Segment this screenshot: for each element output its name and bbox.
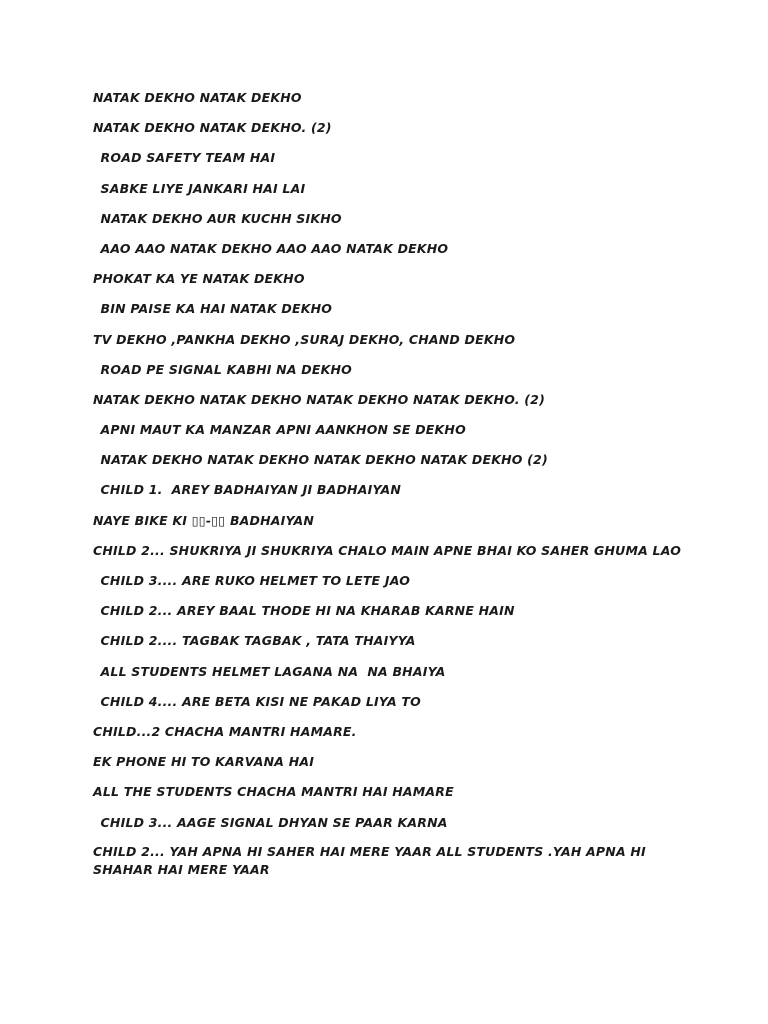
text-line: TV DEKHO ,PANKHA DEKHO ,SURAJ DEKHO, CHAND DEKHO xyxy=(93,331,516,347)
text-line: NATAK DEKHO NATAK DEKHO. (2) xyxy=(93,120,332,136)
text-line: PHOKAT KA YE NATAK DEKHO xyxy=(93,271,305,287)
text-line: AAO AAO NATAK DEKHO AAO AAO NATAK DEKHO xyxy=(96,240,449,256)
text-line: NATAK DEKHO NATAK DEKHO xyxy=(93,90,302,105)
text-line: ALL STUDENTS HELMET LAGANA NA NA BHAIYA xyxy=(96,663,446,679)
text-line: APNI MAUT KA MANZAR APNI AANKHON SE DEKHO xyxy=(96,422,466,438)
text-line: EK PHONE HI TO KARVANA HAI xyxy=(93,754,315,770)
text-line: NATAK DEKHO NATAK DEKHO NATAK DEKHO NATAK DEKHO (2) xyxy=(96,452,548,468)
text-line: CHILD 1. AREY BADHAIYAN JI BADHAIYAN xyxy=(96,482,402,498)
text-line: CHILD 2... SHUKRIYA JI SHUKRIYA CHALO MAIN APNE BHAI KO SAHER GHUMA LAO xyxy=(93,542,682,558)
text-line: NATAK DEKHO AUR KUCHH SIKHO xyxy=(96,210,342,226)
text-line: NAYE BIKE KI ▯▯-▯▯ BADHAIYAN xyxy=(93,512,315,528)
text-line: ROAD SAFETY TEAM HAI xyxy=(96,150,276,166)
text-line: CHILD 2.... TAGBAK TAGBAK , TATA THAIYYA xyxy=(96,633,416,649)
text-line: NATAK DEKHO NATAK DEKHO NATAK DEKHO NATAK DEKHO. (2) xyxy=(93,391,545,407)
text-line: CHILD 2... YAH APNA HI SAHER HAI MERE YAAR ALL STUDENTS .YAH APNA HI SHAHAR HAI MERE YAAR xyxy=(93,843,646,877)
text-line: BIN PAISE KA HAI NATAK DEKHO xyxy=(96,301,333,317)
text-line: SABKE LIYE JANKARI HAI LAI xyxy=(96,180,306,196)
text-line: CHILD 4.... ARE BETA KISI NE PAKAD LIYA TO xyxy=(96,693,421,709)
text-line: CHILD 3... AAGE SIGNAL DHYAN SE PAAR KARNA xyxy=(96,814,448,830)
text-line: ALL THE STUDENTS CHACHA MANTRI HAI HAMARE xyxy=(93,784,454,800)
text-line: CHILD 3.... ARE RUKO HELMET TO LETE JAO xyxy=(96,573,411,588)
text-line: CHILD...2 CHACHA MANTRI HAMARE. xyxy=(93,723,357,739)
text-line: ROAD PE SIGNAL KABHI NA DEKHO xyxy=(96,361,352,377)
text-line: CHILD 2... AREY BAAL THODE HI NA KHARAB KARNE HAIN xyxy=(96,603,515,619)
lyrics-text xyxy=(93,88,713,879)
